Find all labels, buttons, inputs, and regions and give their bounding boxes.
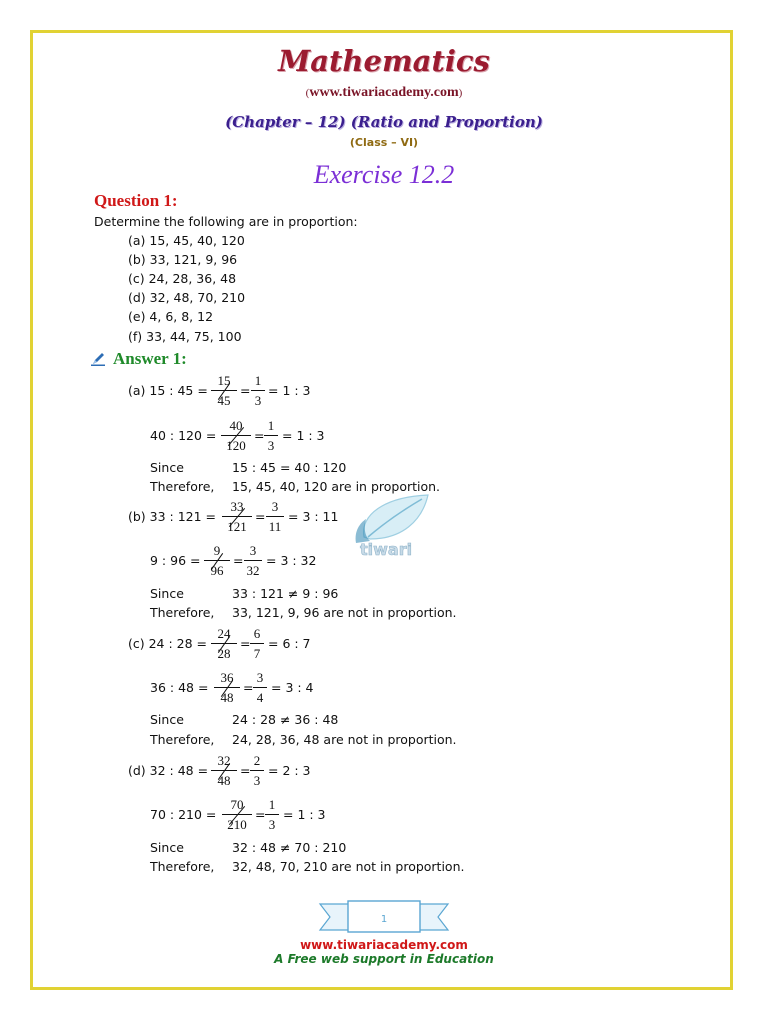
ratio-expression: (c) 24 : 28 = [128,636,208,651]
page-title: Mathematics [278,44,490,78]
since-label: Since [150,586,184,601]
page-number: 1 [380,914,388,925]
equals-sign: = [255,509,266,524]
fraction: 9 96 [204,543,230,578]
class-label: (Class – VI) [349,136,419,149]
fraction: 1 3 [264,418,278,453]
since-value: 15 : 45 = 40 : 120 [232,460,347,475]
question-option: (e) 4, 6, 8, 12 [128,309,214,324]
question-prompt: Determine the following are in proportion: [94,214,358,229]
fraction: 15 45 [211,373,237,408]
footer-tagline: A Free web support in Education [274,952,494,966]
page-number-ribbon [318,900,450,940]
therefore-label: Therefore, [150,732,215,747]
equals-sign: = [240,636,251,651]
fraction: 3 11 [266,499,284,534]
equals-sign: = [255,807,266,822]
fraction: 40 120 [221,418,251,453]
fraction: 3 4 [253,670,267,705]
fraction: 70 210 [222,797,252,832]
header-site [0,85,768,101]
watermark-text: tiwari [360,540,413,559]
therefore-label: Therefore, [150,605,215,620]
question-option: (b) 33, 121, 9, 96 [128,252,238,267]
therefore-label: Therefore, [150,479,215,494]
since-label: Since [150,840,184,855]
pencil-icon [91,352,105,366]
conclusion: 33, 121, 9, 96 are not in proportion. [232,605,457,620]
question-heading: Question 1: [94,191,178,210]
ratio-expression: 9 : 96 = [150,553,201,568]
question-option: (c) 24, 28, 36, 48 [128,271,237,286]
fraction: 24 28 [211,626,237,661]
ratio-result: = 2 : 3 [268,763,311,778]
since-value: 33 : 121 ≠ 9 : 96 [232,586,339,601]
site-paren-open: ( [305,87,310,99]
equals-sign: = [254,428,265,443]
exercise-heading: Exercise 12.2 [313,160,455,189]
fraction: 32 48 [211,753,237,788]
equals-sign: = [233,553,244,568]
fraction: 36 48 [214,670,240,705]
since-label: Since [150,712,184,727]
ratio-result: = 3 : 4 [271,680,314,695]
ratio-result: = 1 : 3 [268,383,311,398]
fraction: 1 3 [265,797,279,832]
equals-sign: = [243,680,254,695]
footer-site: www.tiwariacademy.com [300,938,468,952]
ratio-expression: (b) 33 : 121 = [128,509,217,524]
ratio-expression: (d) 32 : 48 = [128,763,209,778]
site-paren-close: ) [458,87,463,99]
ratio-result: = 3 : 11 [288,509,339,524]
since-label: Since [150,460,184,475]
ratio-expression: 40 : 120 = [150,428,217,443]
therefore-label: Therefore, [150,859,215,874]
since-value: 24 : 28 ≠ 36 : 48 [232,712,339,727]
fraction: 6 7 [250,626,264,661]
conclusion: 24, 28, 36, 48 are not in proportion. [232,732,457,747]
ratio-result: = 1 : 3 [283,807,326,822]
equals-sign: = [240,383,251,398]
question-option: (f) 33, 44, 75, 100 [128,329,242,344]
ratio-result: = 3 : 32 [266,553,317,568]
conclusion: 32, 48, 70, 210 are not in proportion. [232,859,465,874]
ratio-expression: (a) 15 : 45 = [128,383,208,398]
ratio-result: = 6 : 7 [268,636,311,651]
ratio-expression: 36 : 48 = [150,680,209,695]
conclusion: 15, 45, 40, 120 are in proportion. [232,479,441,494]
ratio-result: = 1 : 3 [282,428,325,443]
fraction: 2 3 [250,753,264,788]
ratio-expression: 70 : 210 = [150,807,217,822]
leaf-logo-icon [350,493,440,563]
question-option: (d) 32, 48, 70, 210 [128,290,246,305]
answer-heading: Answer 1: [113,349,187,368]
fraction: 1 3 [251,373,265,408]
site-url: www.tiwariacademy.com [309,85,459,100]
since-value: 32 : 48 ≠ 70 : 210 [232,840,347,855]
fraction: 33 121 [222,499,252,534]
fraction: 3 32 [244,543,262,578]
chapter-heading: (Chapter – 12) (Ratio and Proportion) [225,113,543,131]
equals-sign: = [240,763,251,778]
question-option: (a) 15, 45, 40, 120 [128,233,245,248]
